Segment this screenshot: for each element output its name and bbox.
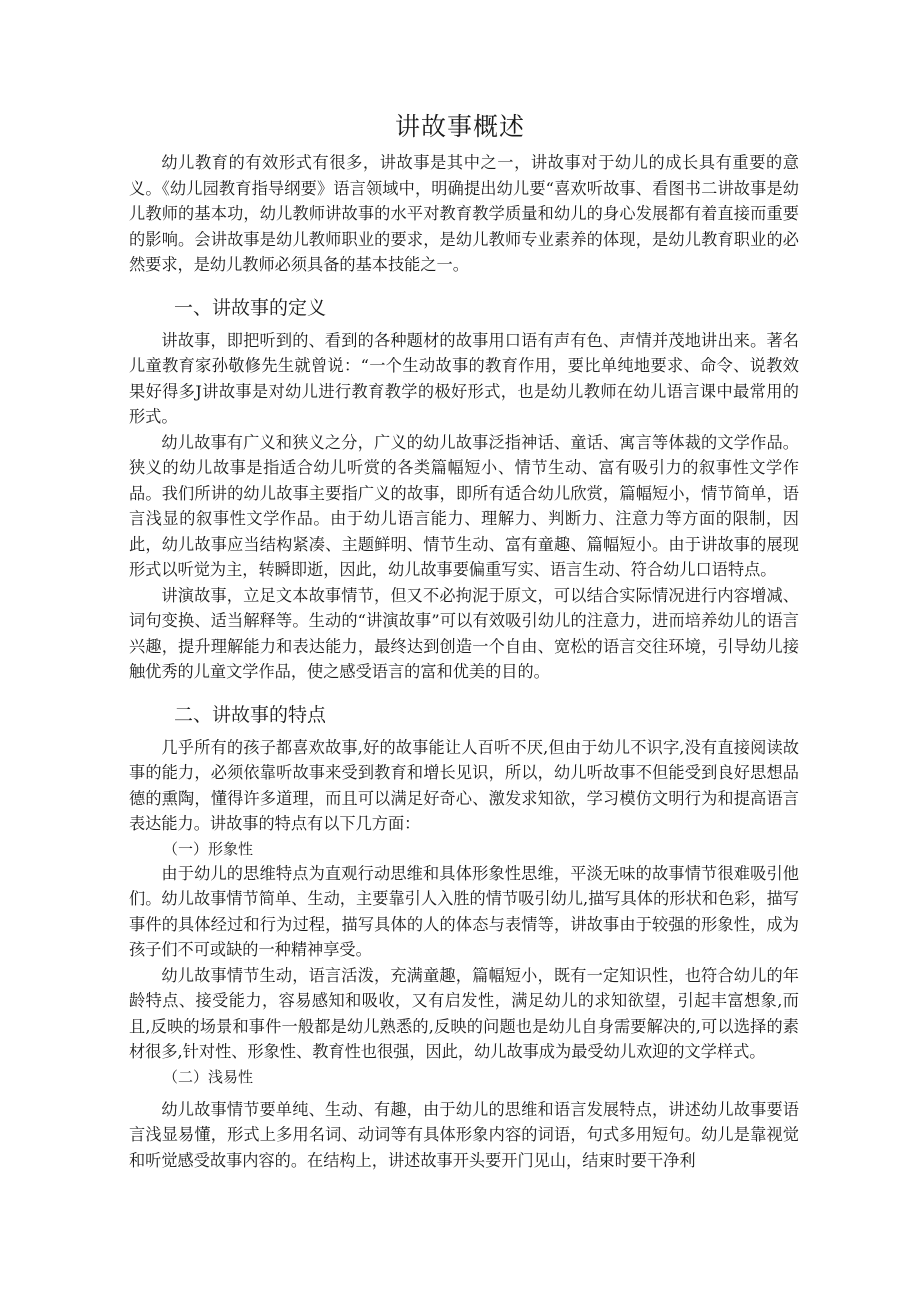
imagery-paragraph-2: 幼儿故事情节生动，语言活泼，充满童趣，篇幅短小，既有一定知识性，也符合幼儿的年龄特点、接受能力，容易感知和吸收，又有启发性，满足幼儿的求知欲望，引起丰富想象,而且,反映的场景和事件一般都是幼儿熟悉的,反映的问题也是幼儿自身需要解决的,可以选择的素材很多,针对性、形象性、教育性也很强，因此，幼儿故事成为最受幼儿欢迎的文学样式。 xyxy=(129,965,799,1061)
document-body xyxy=(129,150,799,1173)
section1-paragraph-1: 讲故事，即把听到的、看到的各种题材的故事用口语有声有色、声情并茂地讲出来。著名儿童教育家孙敬修先生就曾说：“一个生动故事的教育作用，要比单纯地要求、命令、说教效果好得多J讲故事是对幼儿进行教育教学的极好形式，也是幼儿教师在幼儿语言课中最常用的形式。 xyxy=(129,330,799,426)
subheading-simplicity: （二）浅易性 xyxy=(163,1067,254,1086)
document-title: 讲故事概述 xyxy=(394,112,525,141)
section-heading-definition: 一、讲故事的定义 xyxy=(174,296,327,319)
section1-paragraph-3: 讲演故事，立足文本故事情节，但又不必拘泥于原文，可以结合实际情况进行内容增减、词句变换、适当解释等。生动的“讲演故事”可以有效吸引幼儿的注意力，进而培养幼儿的语言兴趣，提升理解能力和表达能力，最终达到创造一个自由、宽松的语言交往环境，引导幼儿接触优秀的儿童文学作品，使之感受语言的富和优美的目的。 xyxy=(129,585,799,681)
intro-paragraph: 幼儿教育的有效形式有很多，讲故事是其中之一，讲故事对于幼儿的成长具有重要的意义。《幼儿园教育指导纲要》语言领域中，明确提出幼儿要“喜欢听故事、看图书二讲故事是幼儿教师的基本功，幼儿教师讲故事的水平对教育教学质量和幼儿的身心发展都有着直接而重要的影响。会讲故事是幼儿教师职业的要求，是幼儿教师专业素养的体现，是幼儿教育职业的必然要求，是幼儿教师必须具备的基本技能之一。 xyxy=(129,153,799,274)
section2-paragraph-1: 几乎所有的孩子都喜欢故事,好的故事能让人百听不厌,但由于幼儿不识字,没有直接阅读故事的能力，必须依靠听故事来受到教育和增长见识，所以，幼儿听故事不但能受到良好思想品德的熏陶，懂得许多道理，而且可以满足好奇心、激发求知欲，学习模仿文明行为和提高语言表达能力。讲故事的特点有以下几方面： xyxy=(129,737,799,833)
simplicity-paragraph-1: 幼儿故事情节要单纯、生动、有趣，由于幼儿的思维和语言发展特点，讲述幼儿故事要语言浅显易懂，形式上多用名词、动词等有具体形象内容的词语，句式多用短句。幼儿是靠视觉和听觉感受故事内容的。在结构上，讲述故事开头要开门见山，结束时要干净利 xyxy=(129,1099,799,1170)
imagery-paragraph-1: 由于幼儿的思维特点为直观行动思维和具体形象性思维，平淡无味的故事情节很难吸引他们。幼儿故事情节简单、生动，主要靠引人入胜的情节吸引幼儿,描写具体的形状和色彩，描写事件的具体经过和行为过程，描写具体的人的体态与表情等，讲故事由于较强的形象性，成为孩子们不可或缺的一种精神享受。 xyxy=(129,863,799,959)
subheading-imagery: （一）形象性 xyxy=(163,839,254,858)
section-heading-features: 二、讲故事的特点 xyxy=(174,703,327,726)
section1-paragraph-2: 幼儿故事有广义和狭义之分，广义的幼儿故事泛指神话、童话、寓言等体裁的文学作品。狭义的幼儿故事是指适合幼儿听赏的各类篇幅短小、情节生动、富有吸引力的叙事性文学作品。我们所讲的幼儿故事主要指广义的故事，即所有适合幼儿欣赏，篇幅短小，情节简单，语言浅显的叙事性文学作品。由于幼儿语言能力、理解力、判断力、注意力等方面的限制，因此，幼儿故事应当结构紧凑、主题鲜明、情节生动、富有童趣、篇幅短小。由于讲故事的展现形式以听觉为主，转瞬即逝，因此，幼儿故事要偏重写实、语言生动、符合幼儿口语特点。 xyxy=(129,432,799,579)
